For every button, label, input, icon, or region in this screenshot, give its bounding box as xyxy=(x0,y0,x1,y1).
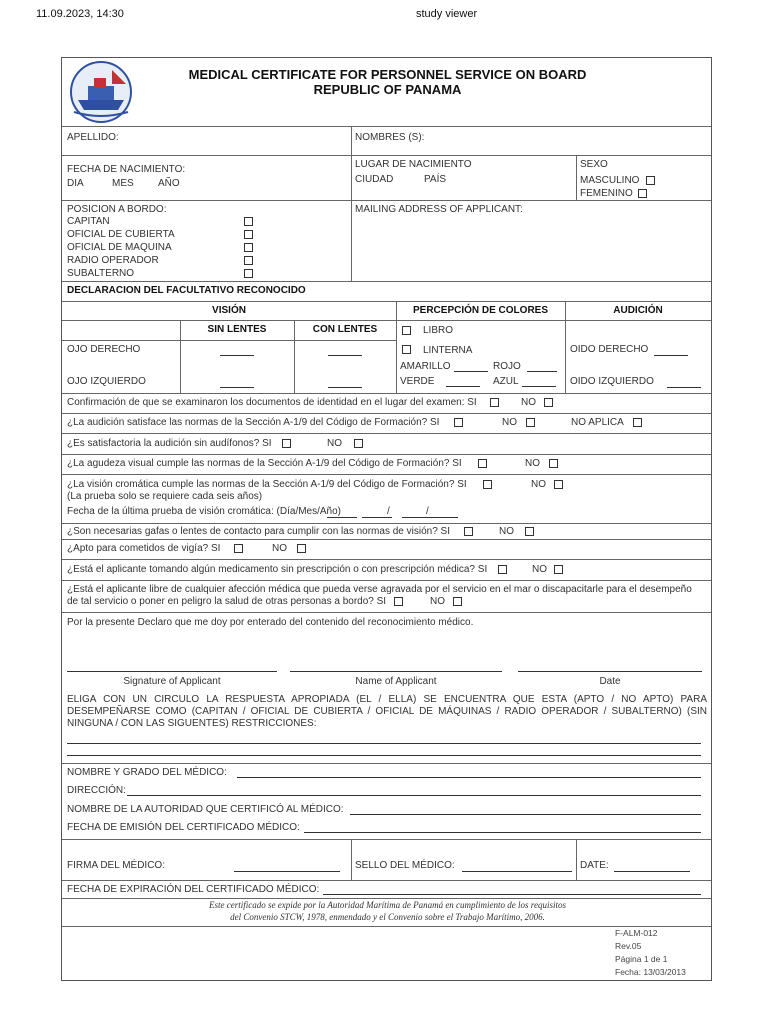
mailing-address-label: MAILING ADDRESS OF APPLICANT: xyxy=(355,204,523,215)
date-medico-field[interactable] xyxy=(614,871,690,872)
q5-note: (La prueba solo se requiere cada seis años) xyxy=(67,491,263,502)
ojo-derecho-sin-lentes-field[interactable] xyxy=(220,355,254,356)
emision-field[interactable] xyxy=(304,832,701,833)
q6-si-checkbox[interactable] xyxy=(464,527,473,536)
q1-label: Confirmación de que se examinaron los documentos de identidad en el lugar del examen: SI xyxy=(67,397,477,408)
lugar-nacimiento-label: LUGAR DE NACIMIENTO xyxy=(355,159,472,170)
masculino-checkbox[interactable] xyxy=(646,176,655,185)
masculino-label: MASCULINO xyxy=(580,175,640,186)
direccion-label: DIRECCIÓN: xyxy=(67,785,126,796)
q8-si-checkbox[interactable] xyxy=(498,565,507,574)
mes-label: MES xyxy=(112,178,134,189)
q4-no-checkbox[interactable] xyxy=(549,459,558,468)
eliga-line1: ELIGA CON UN CIRCULO LA RESPUESTA APROPIADA (EL / ELLA) SE ENCUENTRA QUE ESTA (APTO / NO APTO) PARA xyxy=(67,694,707,705)
position-subalterno-label: SUBALTERNO xyxy=(67,268,135,279)
declaracion-heading: DECLARACION DEL FACULTATIVO RECONOCIDO xyxy=(67,285,306,296)
femenino-checkbox[interactable] xyxy=(638,189,647,198)
doc-rev: Rev.05 xyxy=(615,941,642,951)
form-subtitle: REPUBLIC OF PANAMA xyxy=(313,82,462,97)
position-oficial-cubierta-label: OFICIAL DE CUBIERTA xyxy=(67,229,175,240)
eliga-line3: NINGUNA / CON LAS SIGUENTES) RESTRICCIONES: xyxy=(67,718,317,729)
medical-certificate-form: MEDICAL CERTIFICATE FOR PERSONNEL SERVICE ON BOARD REPUBLIC OF PANAMA APELLIDO: NOMBRES (S): FECHA DE NACIMIENTO: DIA MES AÑO LUGAR DE NACIMIENTO CIUDAD PAÍS SEXO MASCULINO FEMENINO POSICION A BORDO: CAPITAN OFICIAL DE CUBIERTA OFICIAL DE MAQUINA RADIO OPERADOR SUBALTERNO MAILING ADDRESS OF APPLICANT: DECLARACION DEL FACULTATIVO RECONOCIDO VISIÓN PERCEPCIÓN DE COLORES AUDICIÓN SIN LENTES CON LENTES OJO DERECHO OJO IZQUIERDO LIBRO LINTERNA AMARILLO ROJO VERDE AZUL OIDO DERECHO OIDO IZQUIERDO Confirmación de que se examinaron los documentos de identidad en el lugar del examen: SI NO ¿La audición satisface las normas de la Sección A-1/9 del Código de Formación? SI NO NO APLICA ¿Es satisfactoria la audición sin audífonos? SI NO ¿La agudeza visual cumple las normas de la Sección A-1/9 del Código de Formación? SI NO ¿La visión cromática cumple las normas de la Sección A-1/9 del Código de Formación? SI NO (La prueba solo se requiere cada seis años) Fecha de la última prueba de visión cromática: (Día/Mes/Año) / / ¿Son necesarias gafas o lentes de contacto para cumplir con las normas de visión? SI NO ¿Apto para cometidos de vigía? SI NO ¿Está el aplicante tomando algún medicamento sin prescripción o con prescripción médica? SI NO ¿Está el aplicante libre de cualquier afección médica que pueda verse agravada por el servicio en el mar o discapacitarle para el desempeño de tal servicio o poner en peligro la salud de otras personas a bordo? SI NO Por la presente Declaro que me doy por enterado del contenido del reconocimiento médico. Signature of Applicant Name of Applicant Date ELIGA CON UN CIRCULO LA RESPUESTA APROPIADA (EL / ELLA) SE ENCUENTRA QUE ESTA (APTO / NO APTO) PARA DESEMPEÑARSE COMO (CAPITAN / OFICIAL DE CUBIERTA / OFICIAL DE MÁQUINAS / RADIO OPERADOR / SUBALTERNO) (SIN NINGUNA / CON LAS SIGUENTES) RESTRICCIONES: NOMBRE Y GRADO DEL MÉDICO: DIRECCIÓN: NOMBRE DE LA AUTORIDAD QUE CERTIFICÓ AL MÉDICO: FECHA DE EMISIÓN DEL CERTIFICADO MÉDICO: FIRMA DEL MÉDICO: SELLO DEL MÉDICO: DATE: FECHA DE EXPIRACIÓN DEL CERTIFICADO MÉDICO: Este certificado se expide por la Autoridad Marítima de Panamá en cumplimiento de los requisitos del Convenio STCW, 1978, enmendado y el Convenio sobre el Trabajo Marítimo, 2006. F-ALM-012 Rev.05 Página 1 de 1 Fecha: 13/03/2013 xyxy=(61,57,712,981)
position-oficial-maquina-checkbox[interactable] xyxy=(244,243,253,252)
libro-checkbox[interactable] xyxy=(402,326,411,335)
q2-no-checkbox[interactable] xyxy=(526,418,535,427)
nombre-medico-label: NOMBRE Y GRADO DEL MÉDICO: xyxy=(67,767,227,778)
sello-medico-field[interactable] xyxy=(462,871,572,872)
autoridad-field[interactable] xyxy=(350,814,701,815)
signature-applicant-label: Signature of Applicant xyxy=(123,676,221,687)
q9-label-line2: de tal servicio o poner en peligro la salud de otras personas a bordo? SI xyxy=(67,596,387,607)
sello-medico-label: SELLO DEL MÉDICO: xyxy=(355,860,455,871)
q6-no-checkbox[interactable] xyxy=(525,527,534,536)
q1-no-label: NO xyxy=(521,397,536,408)
linterna-label: LINTERNA xyxy=(423,345,473,356)
restricciones-line-1[interactable] xyxy=(67,743,701,744)
ojo-izquierdo-sin-lentes-field[interactable] xyxy=(220,387,254,388)
autoridad-label: NOMBRE DE LA AUTORIDAD QUE CERTIFICÓ AL MÉDICO: xyxy=(67,804,344,815)
q7-no-checkbox[interactable] xyxy=(297,544,306,553)
q3-si-checkbox[interactable] xyxy=(282,439,291,448)
eliga-line2: DESEMPEÑARSE COMO (CAPITAN / OFICIAL DE CUBIERTA / OFICIAL DE MÁQUINAS / RADIO OPERADOR / SUBALTERNO) (SIN xyxy=(67,706,707,717)
print-site-name: study viewer xyxy=(416,8,478,20)
amarillo-label: AMARILLO xyxy=(400,361,451,372)
q2-no-aplica-label: NO APLICA xyxy=(571,417,624,428)
position-radio-operador-label: RADIO OPERADOR xyxy=(67,255,159,266)
vision-heading: VISIÓN xyxy=(212,305,246,316)
oido-derecho-field[interactable] xyxy=(654,355,688,356)
apellido-label: APELLIDO: xyxy=(67,132,119,143)
q5-fecha-ano-field[interactable] xyxy=(402,517,458,518)
name-applicant-field[interactable] xyxy=(290,671,502,672)
ano-label: AÑO xyxy=(158,178,180,189)
position-capitan-label: CAPITAN xyxy=(67,216,110,227)
verde-label: VERDE xyxy=(400,376,435,387)
verde-field[interactable] xyxy=(446,386,480,387)
amarillo-field[interactable] xyxy=(454,371,488,372)
nombres-label: NOMBRES (S): xyxy=(355,132,425,143)
position-radio-operador-checkbox[interactable] xyxy=(244,256,253,265)
fecha-nacimiento-label: FECHA DE NACIMIENTO: xyxy=(67,164,186,175)
q3-label: ¿Es satisfactoria la audición sin audífonos? SI xyxy=(67,438,272,449)
q8-label: ¿Está el aplicante tomando algún medicamento sin prescripción o con prescripción médica? SI xyxy=(67,564,488,575)
date-medico-label: DATE: xyxy=(580,860,609,871)
sin-lentes-heading: SIN LENTES xyxy=(207,324,267,335)
q9-si-checkbox[interactable] xyxy=(394,597,403,606)
doc-page: Página 1 de 1 xyxy=(615,954,668,964)
q9-no-label: NO xyxy=(430,596,445,607)
q5-no-label: NO xyxy=(531,479,546,490)
con-lentes-heading: CON LENTES xyxy=(312,324,378,335)
direccion-field[interactable] xyxy=(127,795,701,796)
q3-no-checkbox[interactable] xyxy=(354,439,363,448)
sexo-label: SEXO xyxy=(580,159,608,170)
q5-fecha-dia-field[interactable] xyxy=(327,517,357,518)
emision-label: FECHA DE EMISIÓN DEL CERTIFICADO MÉDICO: xyxy=(67,822,300,833)
linterna-checkbox[interactable] xyxy=(402,345,411,354)
ojo-derecho-label: OJO DERECHO xyxy=(67,344,141,355)
nombre-medico-field[interactable] xyxy=(237,777,701,778)
dia-label: DIA xyxy=(67,178,84,189)
azul-field[interactable] xyxy=(522,386,556,387)
q1-si-checkbox[interactable] xyxy=(490,398,499,407)
doc-fecha: Fecha: 13/03/2013 xyxy=(615,967,686,977)
rojo-label: ROJO xyxy=(493,361,521,372)
position-oficial-cubierta-checkbox[interactable] xyxy=(244,230,253,239)
oido-izquierdo-field[interactable] xyxy=(667,387,701,388)
q8-no-label: NO xyxy=(532,564,547,575)
ciudad-label: CIUDAD xyxy=(355,174,394,185)
position-oficial-maquina-label: OFICIAL DE MAQUINA xyxy=(67,242,172,253)
expiracion-label: FECHA DE EXPIRACIÓN DEL CERTIFICADO MÉDICO: xyxy=(67,884,320,895)
q3-no-label: NO xyxy=(327,438,342,449)
colores-heading: PERCEPCIÓN DE COLORES xyxy=(412,305,549,316)
date-label: Date xyxy=(599,676,621,687)
q5-fecha-mes-field[interactable] xyxy=(362,517,392,518)
posicion-label: POSICION A BORDO: xyxy=(67,204,167,215)
expiracion-field[interactable] xyxy=(323,894,701,895)
doc-code: F-ALM-012 xyxy=(615,928,658,938)
audicion-heading: AUDICIÓN xyxy=(613,305,663,316)
libro-label: LIBRO xyxy=(423,325,454,336)
ojo-izquierdo-con-lentes-field[interactable] xyxy=(328,387,362,388)
form-title: MEDICAL CERTIFICATE FOR PERSONNEL SERVICE ON BOARD xyxy=(188,67,587,82)
q5-label: ¿La visión cromática cumple las normas de la Sección A-1/9 del Código de Formación? SI xyxy=(67,479,467,490)
q7-si-checkbox[interactable] xyxy=(234,544,243,553)
q7-no-label: NO xyxy=(272,543,287,554)
q4-label: ¿La agudeza visual cumple las normas de la Sección A-1/9 del Código de Formación? SI xyxy=(67,458,462,469)
q4-no-label: NO xyxy=(525,458,540,469)
q9-label-line1: ¿Está el aplicante libre de cualquier afección médica que pueda verse agravada por el servicio en el mar o discapacitarle para el desempeño xyxy=(67,584,692,595)
q9-no-checkbox[interactable] xyxy=(453,597,462,606)
q5-no-checkbox[interactable] xyxy=(554,480,563,489)
oido-izquierdo-label: OIDO IZQUIERDO xyxy=(570,376,654,387)
print-timestamp: 11.09.2023, 14:30 xyxy=(36,8,124,20)
q2-no-label: NO xyxy=(502,417,517,428)
restricciones-line-2[interactable] xyxy=(67,755,701,756)
azul-label: AZUL xyxy=(493,376,519,387)
footer-note-line2: del Convenio STCW, 1978, enmendado y el Convenio sobre el Trabajo Marítimo, 2006. xyxy=(230,912,545,922)
q7-label: ¿Apto para cometidos de vigía? SI xyxy=(67,543,221,554)
q2-label: ¿La audición satisface las normas de la Sección A-1/9 del Código de Formación? SI xyxy=(67,417,440,428)
q2-si-checkbox[interactable] xyxy=(454,418,463,427)
position-subalterno-checkbox[interactable] xyxy=(244,269,253,278)
date-field[interactable] xyxy=(518,671,702,672)
ojo-derecho-con-lentes-field[interactable] xyxy=(328,355,362,356)
rojo-field[interactable] xyxy=(527,371,557,372)
q5-fecha-label: Fecha de la última prueba de visión cromática: (Día/Mes/Año) xyxy=(67,506,342,517)
oido-derecho-label: OIDO DERECHO xyxy=(570,344,649,355)
ojo-izquierdo-label: OJO IZQUIERDO xyxy=(67,376,146,387)
q8-no-checkbox[interactable] xyxy=(554,565,563,574)
declaration-text: Por la presente Declaro que me doy por enterado del contenido del reconocimiento médico. xyxy=(67,617,474,628)
firma-medico-field[interactable] xyxy=(234,871,340,872)
footer-note-line1: Este certificado se expide por la Autoridad Marítima de Panamá en cumplimiento de los requisitos xyxy=(209,900,566,910)
femenino-label: FEMENINO xyxy=(580,188,633,199)
q5-si-checkbox[interactable] xyxy=(483,480,492,489)
position-capitan-checkbox[interactable] xyxy=(244,217,253,226)
q4-si-checkbox[interactable] xyxy=(478,459,487,468)
signature-applicant-field[interactable] xyxy=(67,671,277,672)
q6-label: ¿Son necesarias gafas o lentes de contacto para cumplir con las normas de visión? SI xyxy=(67,526,450,537)
q6-no-label: NO xyxy=(499,526,514,537)
firma-medico-label: FIRMA DEL MÉDICO: xyxy=(67,860,165,871)
name-applicant-label: Name of Applicant xyxy=(355,676,437,687)
q2-no-aplica-checkbox[interactable] xyxy=(633,418,642,427)
q1-no-checkbox[interactable] xyxy=(544,398,553,407)
pais-label: PAÍS xyxy=(424,174,447,185)
